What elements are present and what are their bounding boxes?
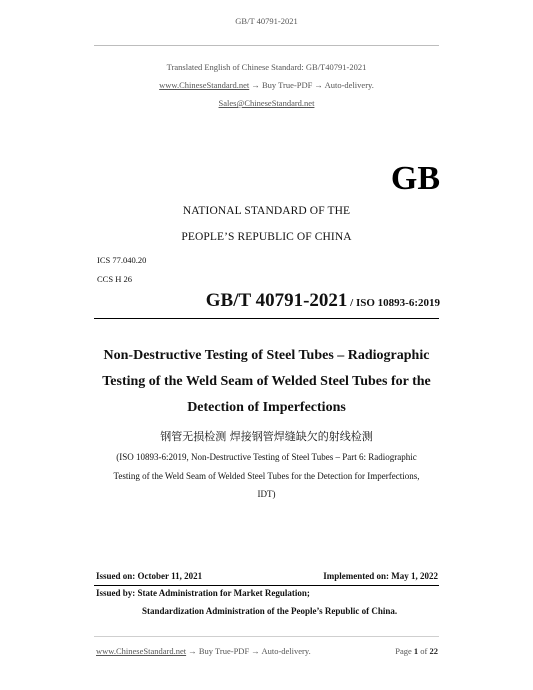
issued-on-date: Issued on: October 11, 2021 — [96, 571, 203, 581]
header-doc-id: GB/T 40791-2021 — [235, 16, 298, 26]
standard-number — [160, 290, 440, 312]
buy-pdf-line — [0, 80, 533, 90]
page-indicator — [340, 646, 438, 656]
standard-number-separator: / — [347, 297, 356, 309]
sales-email-line — [0, 98, 533, 108]
header-divider — [94, 45, 439, 46]
title-en-line2: Testing of the Weld Seam of Welded Steel Tubes for the — [102, 374, 431, 389]
issued-by-secondary: Standardization Administration of the People’s Republic of China. — [142, 606, 398, 616]
standard-number-main: GB/T 40791-2021 — [205, 290, 348, 311]
national-standard-line1: NATIONAL STANDARD OF THE — [182, 205, 351, 217]
page-label: Page — [395, 646, 412, 656]
title-en-line1: Non-Destructive Testing of Steel Tubes – Radiographic — [103, 348, 430, 363]
standard-number-divider — [94, 318, 439, 319]
iso-number: ISO 10893-6:2019 — [355, 297, 440, 309]
equivalence-line3: IDT) — [257, 489, 276, 499]
footer-buy-text: → Buy True-PDF → Auto-delivery. — [186, 646, 311, 656]
national-standard-line2: PEOPLE’S REPUBLIC OF CHINA — [181, 231, 352, 243]
gb-logo: GB — [390, 160, 440, 197]
footer-buy-line — [96, 646, 311, 656]
issue-divider — [94, 585, 439, 586]
of-label: of — [420, 646, 428, 656]
chinese-standard-link[interactable]: www.ChineseStandard.net — [159, 80, 250, 90]
title-en-line3: Detection of Imperfections — [187, 400, 346, 415]
sales-email-link[interactable]: Sales@ChineseStandard.net — [218, 98, 315, 108]
ics-code: ICS 77.040.20 — [97, 255, 147, 265]
page-total: 22 — [429, 646, 438, 656]
issued-by: Issued by: State Administration for Market Regulation; — [96, 588, 310, 598]
implemented-on-date: Implemented on: May 1, 2022 — [323, 571, 438, 581]
translation-note: Translated English of Chinese Standard: GB/T40791-2021 — [166, 62, 367, 72]
title-zh: 钢管无损检测 焊接钢管焊缝缺欠的射线检测 — [160, 430, 373, 443]
equivalence-line1: (ISO 10893-6:2019, Non-Destructive Testing of Steel Tubes – Part 6: Radiographic — [116, 452, 417, 462]
footer-chinese-standard-link[interactable]: www.ChineseStandard.net — [96, 646, 187, 656]
ccs-code: CCS H 26 — [97, 274, 132, 284]
equivalence-line2: Testing of the Weld Seam of Welded Steel Tubes for the Detection for Imperfections, — [113, 471, 420, 481]
footer-divider — [94, 636, 439, 637]
page-number: 1 — [413, 646, 419, 656]
buy-pdf-text: → Buy True-PDF → Auto-delivery. — [249, 80, 374, 90]
